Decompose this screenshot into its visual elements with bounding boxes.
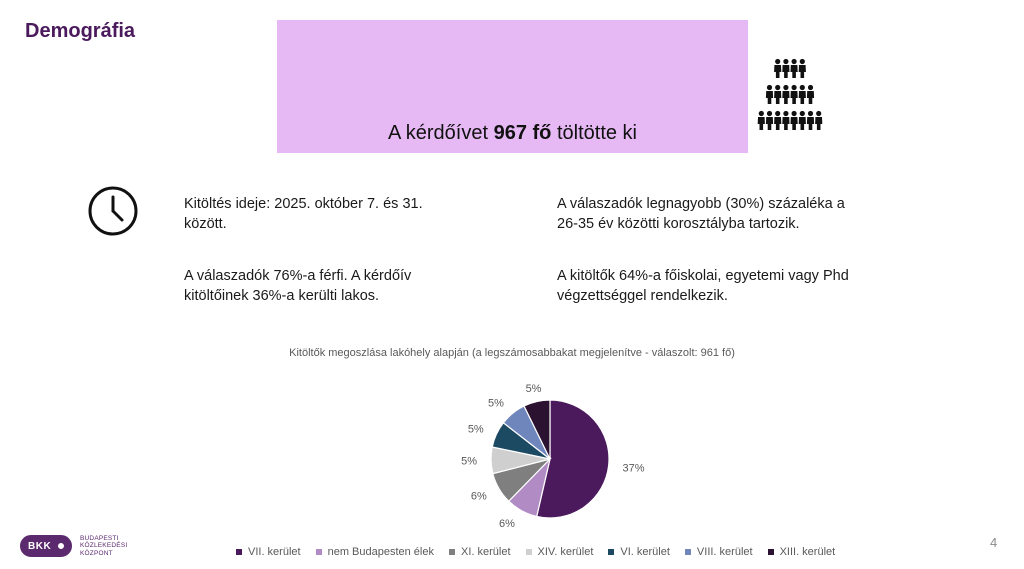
legend-item [449,545,511,559]
legend-item [526,545,594,559]
pie-data-label: 5% [525,382,542,395]
banner-text-after: töltötte ki [551,122,638,144]
person-figure-icon [782,85,789,104]
person-figure-icon [807,111,814,130]
legend-label: nem Budapesten élek [327,546,434,558]
pie-data-label: 6% [499,518,515,531]
person-figure-icon [782,59,789,78]
banner-count: 967 fő [493,122,552,144]
legend-swatch [526,549,532,555]
bkk-logo-badge [20,535,72,557]
respondent-count-text [277,122,748,145]
chart-legend [236,545,850,559]
page-title: Demográfia [25,20,136,42]
person-figure-icon [791,111,798,130]
person-figure-icon [799,59,806,78]
chart-title: Kitöltők megoszlása lakóhely alapján (a legszámosabbakat megjelenítve - válaszolt: 961 fő) [289,347,735,359]
page-number: 4 [990,535,998,550]
pie-data-label: 5% [461,455,478,468]
legend-swatch [768,549,774,555]
fact-education: A kitöltők 64%-a főiskolai, egyetemi vagy Phd végzettséggel rendelkezik. [557,268,849,304]
person-figure-icon [799,85,806,104]
fact-period: Kitöltés ideje: 2025. október 7. és 31. között. [184,196,423,232]
fact-age: A válaszadók legnagyobb (30%) százaléka a 26-35 év közötti korosztályba tartozik. [557,196,845,232]
legend-label: XIII. kerület [779,546,836,558]
bkk-logo-line1: BUDAPESTI [80,534,119,542]
legend-swatch [449,549,455,555]
legend-label: VI. kerület [620,546,670,558]
person-figure-icon [766,85,773,104]
legend-swatch [608,549,614,555]
pie-data-label: 5% [488,397,504,410]
legend-item [685,545,753,559]
person-figure-icon [791,59,798,78]
legend-item [608,545,670,559]
legend-label: XI. kerület [461,546,511,558]
person-figure-icon [758,111,765,130]
person-figure-icon [799,111,806,130]
pie-data-label: 6% [470,490,487,503]
pie-data-label: 37% [622,462,645,475]
person-figure-icon [774,111,781,130]
pie-data-label: 5% [467,423,484,436]
fact-gender: A válaszadók 76%-a férfi. A kérdőív kitöltőinek 36%-a kerülti lakos. [184,268,412,304]
bkk-logo-badge-text: BKK [28,540,52,552]
legend-label: VII. kerület [248,546,301,558]
legend-label: XIV. kerület [537,546,594,558]
bkk-logo [20,532,127,560]
legend-item [768,545,836,559]
person-figure-icon [774,85,781,104]
bkk-logo-dot [55,540,67,552]
clock-icon [87,185,139,237]
legend-item [316,545,434,559]
bkk-logo-line2: KÖZLEKEDÉSI [80,542,128,550]
banner-text-before: A kérdőívet [387,122,494,144]
legend-label: VIII. kerület [696,546,753,558]
people-pyramid-icon [755,53,825,131]
person-figure-icon [791,85,798,104]
person-figure-icon [782,111,789,130]
person-figure-icon [766,111,773,130]
legend-swatch [685,549,691,555]
legend-swatch [316,549,322,555]
person-figure-icon [774,59,781,78]
pie-chart [430,370,670,540]
legend-item [236,545,301,559]
person-figure-icon [815,111,822,130]
respondent-banner [277,20,748,153]
bkk-logo-line3: KÖZPONT [80,549,113,557]
legend-swatch [236,549,242,555]
person-figure-icon [807,85,814,104]
bkk-logo-text [80,535,127,558]
